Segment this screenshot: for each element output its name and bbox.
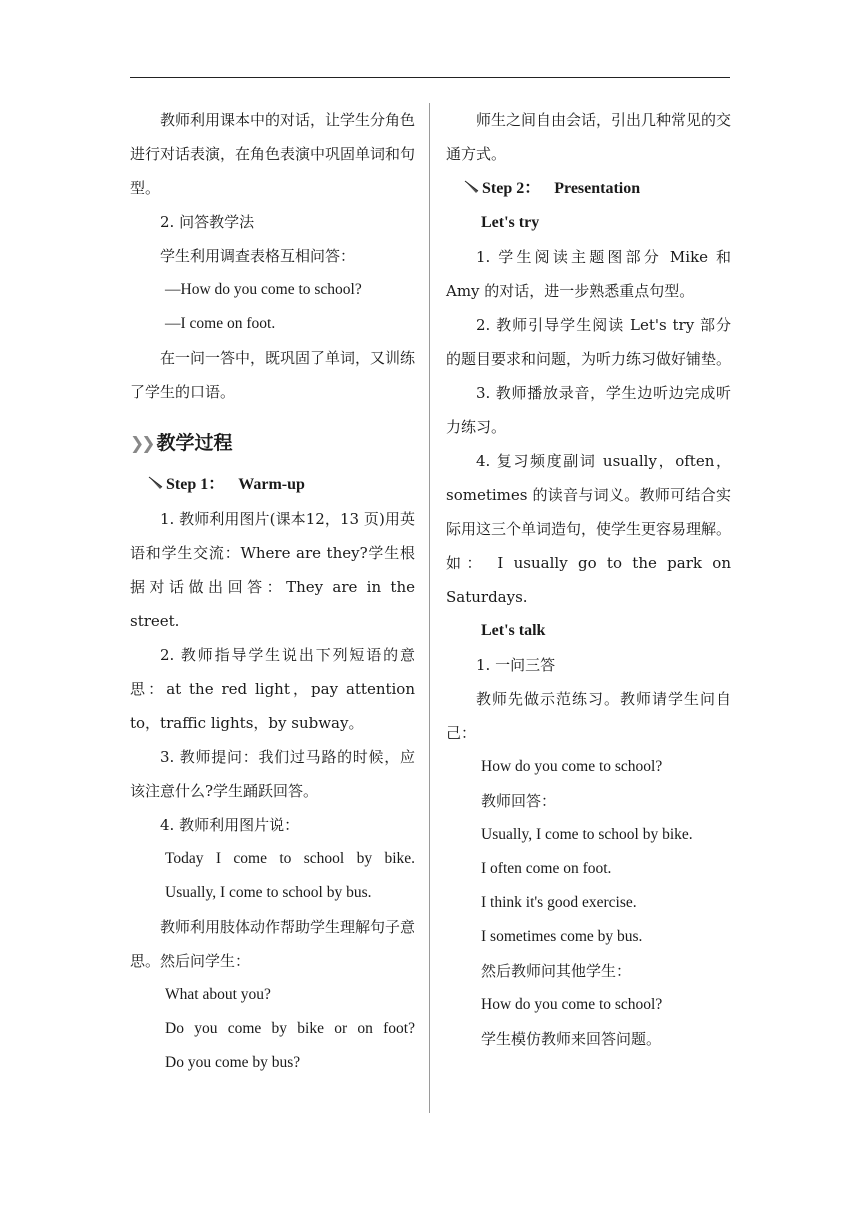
students-imitate: 学生模仿教师来回答问题。: [481, 1030, 662, 1048]
pen-icon: [148, 467, 166, 501]
subheading-qa-method: 2. 问答教学法: [160, 213, 255, 231]
paragraph-survey: 学生利用调查表格互相问答：: [160, 247, 356, 265]
question-by-bus: Do you come by bus?: [165, 1054, 301, 1071]
section-heading: [130, 425, 415, 461]
step-1-heading: [130, 467, 415, 502]
step-2-name: Presentation: [554, 180, 641, 197]
try-item-3: 3. 教师播放录音，学生边听边完成听力练习。: [446, 384, 731, 436]
answer-line-1: Usually, I come to school by bike.: [481, 826, 693, 843]
step-1-name: Warm-up: [238, 476, 305, 493]
question-bike-or-foot: Do you come by bike or on foot?: [165, 1020, 415, 1037]
example-sentence-bike: Today I come to school by bike.: [165, 850, 415, 867]
subheading-lets-talk: Let's talk: [481, 622, 546, 639]
step-1-item-2: 2. 教师指导学生说出下列短语的意思：at the red light，pay attention to，traffic lights，by subway。: [130, 646, 415, 732]
answer-line-3: I think it's good exercise.: [481, 894, 637, 911]
left-column: [130, 103, 415, 1080]
answer-line-2: I often come on foot.: [481, 860, 612, 877]
ask-others-label: 然后教师问其他学生：: [481, 962, 632, 980]
step-1-item-1: 1. 教师利用图片(课本12，13 页)用英语和学生交流：Where are they?学生根据对话做出回答：They are in the street.: [130, 510, 415, 630]
section-title: 教学过程: [156, 432, 233, 454]
step-1-item-3: 3. 教师提问：我们过马路的时候，应该注意什么?学生踊跃回答。: [130, 748, 415, 800]
step-2-label: Step 2：: [482, 180, 541, 197]
teacher-answer-label: 教师回答：: [481, 792, 557, 810]
paragraph-role-play: 教师利用课本中的对话，让学生分角色进行对话表演，在角色表演中巩固单词和句型。: [130, 111, 416, 197]
right-column: [446, 103, 731, 1056]
talk-item-1: 1. 一问三答: [476, 656, 556, 674]
step-2-heading: [446, 171, 731, 206]
paragraph-demo: 教师先做示范练习。教师请学生问自己：: [446, 690, 731, 742]
subheading-lets-try: Let's try: [481, 214, 540, 231]
column-divider: [429, 103, 430, 1113]
dialogue-question: —How do you come to school?: [165, 281, 362, 298]
question-what-about-you: What about you?: [165, 986, 271, 1003]
paragraph-free-talk: 师生之间自由会话，引出几种常见的交通方式。: [446, 111, 732, 163]
example-sentence-bus: Usually, I come to school by bus.: [165, 884, 372, 901]
try-item-2: 2. 教师引导学生阅读 Let's try 部分的题目要求和问题，为听力练习做好铺垫。: [446, 316, 732, 368]
try-item-1: 1. 学生阅读主题图部分 Mike 和 Amy 的对话，进一步熟悉重点句型。: [446, 248, 731, 300]
pen-icon: [464, 171, 482, 205]
paragraph-body-language: 教师利用肢体动作帮助学生理解句子意思。然后问学生：: [130, 918, 416, 970]
answer-line-4: I sometimes come by bus.: [481, 928, 643, 945]
header-rule: [130, 77, 730, 78]
try-item-4: 4. 复习频度副词 usually，often，sometimes 的读音与词义。教师可结合实际用这三个单词造句，使学生更容易理解。如： I usually go to the park on Saturdays.: [446, 452, 732, 606]
paragraph-summary: 在一问一答中，既巩固了单词，又训练了学生的口语。: [130, 349, 416, 401]
step-1-label: Step 1：: [166, 476, 225, 493]
teacher-question: How do you come to school?: [481, 758, 663, 775]
double-chevron-icon: ❯❯: [130, 434, 153, 454]
dialogue-answer: —I come on foot.: [165, 315, 276, 332]
step-1-item-4: 4. 教师利用图片说：: [160, 816, 300, 834]
question-repeat: How do you come to school?: [481, 996, 663, 1013]
